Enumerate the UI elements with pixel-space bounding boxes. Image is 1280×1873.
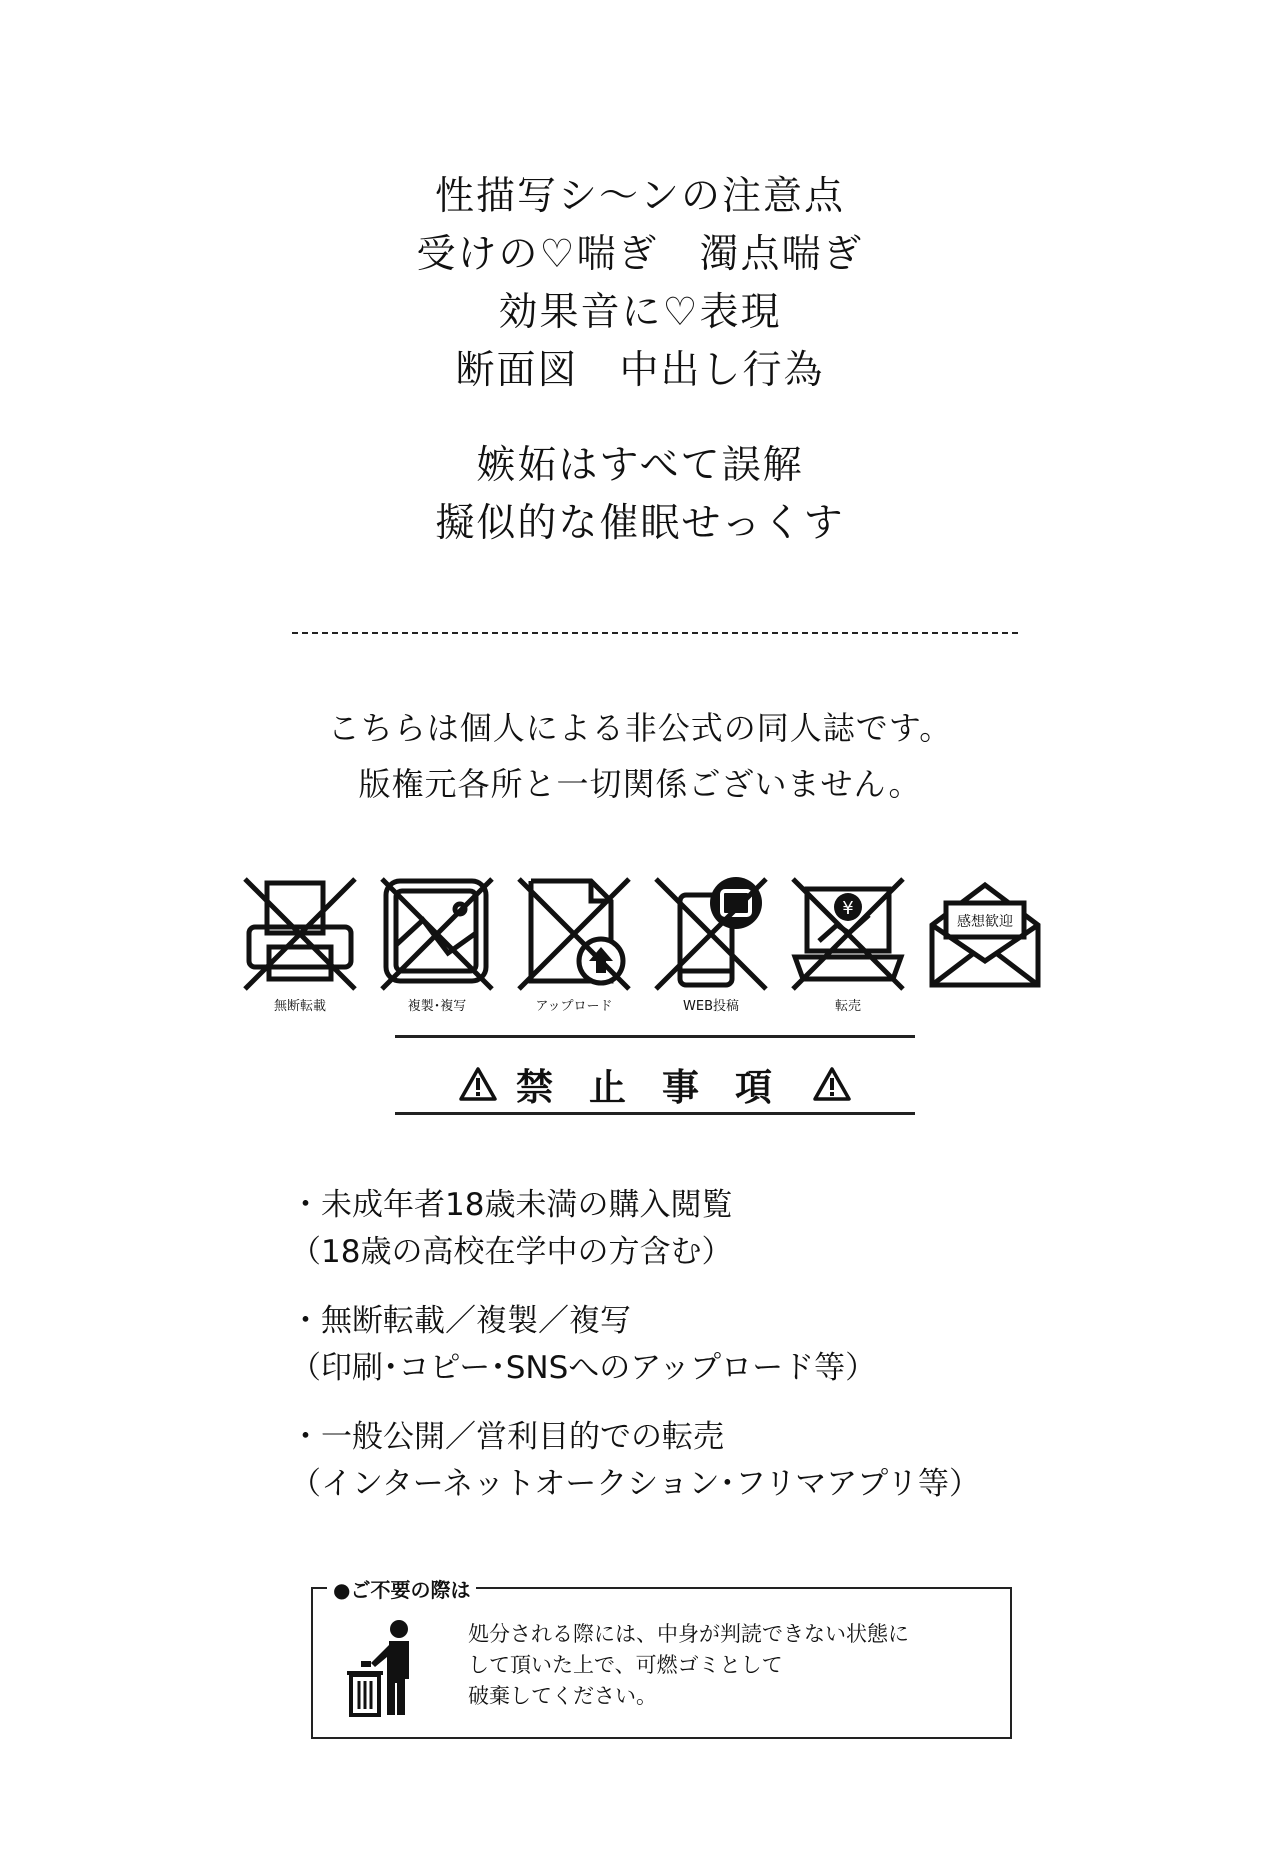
icon-item [377, 875, 497, 1014]
rule-main: ・無断転載／複製／複写 [290, 1303, 631, 1339]
notice-line: こちらは個人による非公式の同人誌です。 [327, 709, 953, 747]
rule-main: ・未成年者18歳未満の購入閲覧 [290, 1187, 733, 1223]
icon-label: 複製･複写 [407, 999, 467, 1014]
notice-line: 版権元各所と一切関係ございません。 [358, 765, 922, 803]
svg-text:¥: ¥ [842, 898, 854, 919]
disposal-line: 破棄してください。 [468, 1684, 657, 1708]
rule-item [290, 1298, 1090, 1392]
note-line: 嫉妬はすべて誤解 [476, 443, 804, 488]
content-warnings [0, 168, 1280, 400]
prohibited-title: 禁止事項 [516, 1066, 808, 1109]
prohibited-rules [290, 1182, 1090, 1530]
disposal-line: して頂いた上で、可燃ゴミとして [468, 1653, 783, 1677]
rule-sub: （印刷･コピー･SNSへのアップロード等） [290, 1350, 877, 1386]
warning-icon [812, 1066, 852, 1102]
upload-icon [515, 875, 633, 993]
warning-line: 断面図 中出し行為 [455, 348, 825, 393]
printer-icon [241, 875, 359, 993]
dashed-divider [292, 632, 1018, 634]
smartphone-post-icon [652, 875, 770, 993]
rule-item [290, 1414, 1090, 1508]
icon-label: 無断転載 [273, 999, 326, 1014]
extra-notes [0, 437, 1280, 553]
icon-label: WEB投稿 [683, 999, 739, 1014]
warning-line: 効果音に♡表現 [498, 290, 782, 335]
banner-top-rule [395, 1035, 915, 1038]
prohibition-icons [240, 875, 1090, 1020]
icon-item [651, 875, 771, 1014]
warning-line: 性描写シ～ンの注意点 [434, 174, 845, 219]
disposal-box [311, 1578, 1012, 1739]
banner-bottom-rule [395, 1112, 915, 1115]
disposal-text [468, 1619, 909, 1712]
icon-label: アップロード [535, 999, 613, 1014]
rule-item [290, 1182, 1090, 1276]
laptop-resale-icon [789, 875, 907, 993]
icon-item [240, 875, 360, 1014]
rule-sub: （18歳の高校在学中の方含む） [290, 1234, 733, 1270]
copy-image-icon [378, 875, 496, 993]
icon-item [514, 875, 634, 1014]
disposal-heading: ●ご不要の際は [327, 1574, 476, 1603]
unofficial-notice [0, 700, 1280, 812]
envelope-text: 感想歓迎 [957, 914, 1013, 930]
icon-item [925, 875, 1045, 993]
warning-icon [458, 1066, 498, 1102]
prohibited-banner [395, 1050, 915, 1118]
rule-sub: （インターネットオークション･フリマアプリ等） [290, 1466, 981, 1502]
note-line: 擬似的な催眠せっくす [435, 501, 845, 546]
trash-person-icon [345, 1617, 425, 1717]
envelope-icon [926, 875, 1044, 993]
warning-line: 受けの♡喘ぎ 濁点喘ぎ [416, 232, 864, 277]
disposal-line: 処分される際には、中身が判読できない状態に [468, 1622, 909, 1646]
icon-item [788, 875, 908, 1014]
rule-main: ・一般公開／営利目的での転売 [290, 1419, 724, 1455]
icon-label: 転売 [834, 999, 861, 1014]
